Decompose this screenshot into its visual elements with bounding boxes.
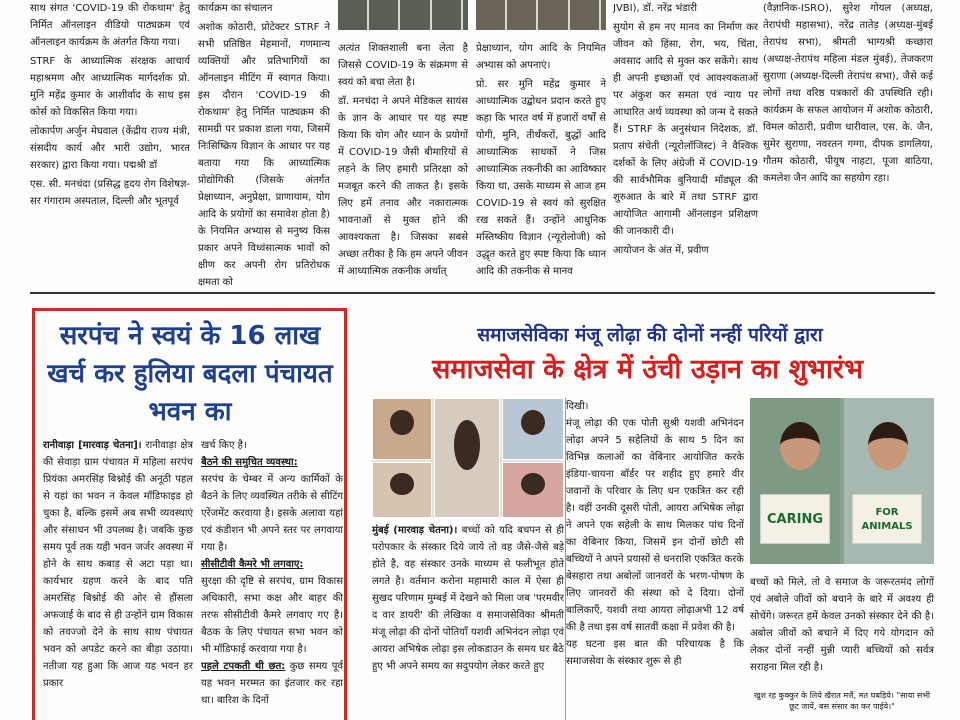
paragraph: लोकार्पण अर्जुन मेघवाल (केंद्रीय राज्य मंत्री, संसदीय कार्य और भारी उद्योग, भारत सरकार) द्वारा किया गया। पद्मश्री डॉ [30,126,190,171]
top-column-2 [198,0,330,288]
photo [434,398,500,518]
paragraph: कार्यक्रम का संचालन [198,3,273,14]
paragraph: प्रो. सर मुनि महेंद्र कुमार ने आध्यात्मिक उद्बोधन प्रदान करते हुए कहा कि भारत वर्ष में हजारों वर्षों से योगी, मुनि, तीर्थंकरों, बुद्धों आदि आध्यात्मिक साधकों ने जिस आध्यात्मिक तकनीकी का आविष्कार किया था, उसके माध्यम से आज हम COVID-19 से स्वयं को सुरक्षित रख सकते हैं। उन्होंने आधुनिक मस्तिष्कीय विज्ञान (न्यूरोलोजी) को उद्धृत करते हुए स्पष्ट किया कि ध्यान आदि की तकनीक से मानव [476,79,606,277]
photo [372,398,432,460]
paragraph: सुरक्षा की दृष्टि से सरपंच, ग्राम विकास अधिकारी, सभा कक्ष और बाहर की तरफ सीसीटीवी कैमरे लगवाए गए है। बैठक के लिए पंचायत सभा भवन को भी मॉडिफाई करवाया गया है। [201,576,343,655]
paragraph: कुछ समय पूर्व यह भवन मरम्मत का इंतजार कर रहा था। बारिश के दिनों [201,661,343,706]
paragraph: बच्चों को यदि बचपन से ही परोपकार के संस्कार दिये जाये तो वह जैसे-जैसे बड़े होते है, वह संस्कार उनके माध्यम से फलीभूत होते लगते है। वर्तमान करोना महामारी काल में ऐसा ही सुखद परिणाम मुम्बई में देखने को मिला जब 'परमवीर द वार डायरी' की लेखिका व समाजसेविका श्रीमती मंजू लोढ़ा की दोनों पोतियाँ यशवी अभिनंदन लोढ़ा एवं आयरा अभिषेक लोढ़ा इस लोकडाउन के समय घर बैठे हुए भी अपने समय का सदुपयोग लेकर करते हुए [372,525,564,672]
paragraph: JVBI), डॉ. नरेंद्र भंडारी [613,3,697,14]
paragraph: एस. सी. मनचंदा (प्रसिद्ध हृदय रोग विशेषज्ञ-सर गंगाराम अस्पताल, दिल्ली और भूतपूर्व [30,179,190,207]
paragraph: (वैज्ञानिक-ISRO), सुरेश गोयल (अध्यक्ष, तेरापंथी महासभा), नरेंद्र तातेड़ (अध्यक्ष-मुंबई तेरापंथ सभा), श्रीमती भाग्यश्री कच्छारा (अध्यक्ष-तेरापंथ महिला मंडल मुंबई), तेजकरण सुराणा (अध्यक्ष-दिल्ली तेरापंथ सभा), जैसे कई लोगों तथा वरिष्ठ पत्रकारों की उपस्थिति रही। कार्यक्रम के सफल आयोजन में अशोक कोठारी, विमल कोठारी, प्रवीण धारीवाल, एस. के. जैन, सुमेर सुराणा, नवरतन गग्गा, दीपक डागलिया, गौतम कोठारी, पीयूष नाहटा, पूजा बाठिया, कमलेश जैन आदि का सहयोग रहा। [763,3,933,184]
paragraph: साथ संगत 'COVID-19 की रोकथाम' हेतु निर्मित ऑनलाइन वीडियो पाठ्यक्रम एवं ऑनलाइन कार्यक्रम के अंतर्गत किया गया। [30,3,190,48]
section-divider [30,292,935,294]
paragraph: अशोक कोठारी, प्रोटेक्टर STRF ने सभी प्रतिष्ठित मेहमानों, गणमान्य व्यक्तियों और प्रतिभागियों का ऑनलाइन मीटिंग में स्वागत किया। इस दौरान 'COVID-19 की रोकथाम' हेतु निर्मित पाठ्यक्रम की सामग्री पर प्रकाश डाला गया, जिसमें निःसिष्क्रिय विज्ञान के आधार पर यह बताया गया कि आध्यात्मिक प्रोद्योगिकी (जिसके अंतर्गत प्रेक्षाध्यान, अनुप्रेक्षा, प्राणायाम, योग आदि के प्रयोगों का समावेश होता है) के नियमित अभ्यास से मनुष्य किस प्रकार अपने विध्वंसात्मक भावों को क्षीण कर अपनी रोग प्रतिरोधक क्षमता को [198,22,330,288]
feature-headline: समाजसेवा के क्षेत्र में उंची उड़ान का शुभारंभ [432,354,863,385]
top-column-1 [30,0,190,288]
subheading: बैठने की समुचित व्यवस्था: [201,457,298,468]
event-photo-strip [338,0,468,30]
top-article [0,0,960,290]
paragraph: आयोजन के अंत में, प्रवीण [613,245,709,256]
paragraph: सुयोग से हम नए मानव का निर्माण कर जीवन को हिंसा, रोग, भय, चिंता, अवसाद आदि से मुक्त कर सकेंगे। साथ ही अपनी इच्छाओं एवं आवश्यकताओं पर अंकुश कर समता एवं न्याय पर आधारित अर्थ व्यवस्था को जन्म दे सकते हैं। STRF के अनुसंधान निदेशक, डॉ. प्रताप संचेती (न्यूरोलॉजिस्ट) ने वैश्विक दर्शकों के लिए अंग्रेजी में COVID-19 की सार्वभौमिक बुनियादी मॉड्यूल की शुरुआत के बारे में तथा STRF द्वारा आयोजित आगामी ऑनलाइन प्रशिक्षण की जानकारी दी। [613,22,758,237]
paragraph: मंजू लोढ़ा की एक पोती सुश्री यशवी अभिनंदन लोढ़ा अपने 5 सहेलियों के साथ 5 दिन का विभिन्न कलाओं का वेबिनार आयोजित करके इंडिया-चायना बॉर्डर पर शहीद हुए हमारे वीर जवानों के परिवार के लिए धन एकत्रित कर रही है। वहीं उनकी दूसरी पोती, आयरा अभिषेक लोढ़ा ने अपने एक सहेली के साथ मिलकर पांच दिनों का वेबिनार किया, जिसमें इन दोनों छोटी सी बच्चियों ने अपने प्रयासों से धनराशि एकत्रित करके बेसहारा तथा अबोलों जानवरों के भरण-पोषण के लिए जानवरों की संस्था को दे दिया। दोनों बालिकाएँ, यशवी तथा आयरा लोढ़ाअभी 12 वर्ष की है तथा इस वर्ष सातवीं कक्षा में प्रवेश की है। [566,418,744,633]
event-photo-strip [476,0,606,30]
sarpanch-story-box [32,308,347,720]
paragraph: डॉ. मनचंदा ने अपने मेडिकल सायंस के ज्ञान के आधार पर यह स्पष्ट किया कि योग और ध्यान के प्रयोगों में COVID-19 जैसी बीमारियों से लड़ने के लिए हमारी प्रतिरक्षा को मजबूत करने की ताकत है। इसके लिए हमें तनाव और नकारात्मक भावनाओं से मुक्त होने की आवश्यकता है। जिसका सबसे अच्छा तरीका है कि हम अपने जीवन में आध्यात्मिक तकनीक अर्थात् [338,96,468,277]
paragraph: दिखी। [566,401,589,412]
photo-caption: खुश रह कुक्कुर के लिये खैरात मत्तैं, मत घबड़िये। "साया सभी छूट जायें, बस संसार का कर पाईये।" [753,691,931,711]
subheading: पहले टपकती थी छत: [201,661,286,672]
girl-face [780,422,820,470]
story-headline: सरपंच ने स्वयं के 16 लाख खर्च कर हुलिया बदला पंचायत भवन का [47,321,333,427]
dateline: मुंबई (मारवाड़ चेतना)। [372,525,458,536]
girls-photo-collage [372,398,564,518]
for-animals-sign: FOR ANIMALS [852,494,922,544]
story-column-2 [201,437,343,720]
girl-face [868,422,908,470]
paragraph: प्रेक्षाध्यान, योग आदि के नियमित अभ्यास को अपनाएं। [476,43,606,71]
paragraph: बच्चों को मिले, तो वे समाज के जरूरतमंद लोगों एवं अबोले जीवों को बचाने के बारे में अवश्य ही सोचेंगे। जरूरत हमें केवल उनको संस्कार देने की है। अबोल जीवों को बचाने में दिए गये योगदान को लेकर दोनों नन्हीं मुन्नी प्यारी बच्चियों को सर्वत्र सराहना मिल रही है। [750,577,934,673]
feature-column-2 [566,398,744,720]
photo [502,398,564,460]
photo [502,462,564,518]
paragraph: रानीवाड़ा क्षेत्र की सेवाड़ा ग्राम पंचायत में महिला सरपंच प्रियंका अमरसिंह बिश्नोई की अनूठी पहल से यहां का भवन न केवल मॉडिफाइड हो चुका है, बल्कि इसमें अब सभी व्यवस्थाएं और संसाधन भी उपलब्ध है। जबकि कुछ समय पूर्व तक यही भवन जर्जर अवस्था में होने के साथ कबाड़ से अटा पड़ा था। कार्यभार ग्रहण करने के बाद पति अमरसिंह बिश्नोई की ओर से हौंसला अफजाई के बाद से ही उन्होंने ग्राम विकास को तवज्जो देने के साथ साथ पंचायत भवन को अपडेट करने का बीड़ा उठाया। नतीजा यह हुआ कि आज यह भवन हर प्रकार [43,440,193,689]
paragraph: खर्च किए है। [201,440,247,451]
story-column-1 [43,437,193,720]
subheading: सीसीटीवी कैमरे भी लगवाए: [201,559,304,570]
paragraph: सरपंच के चेम्बर में अन्य कार्मिकों के बैठने के लिए व्यवस्थित तरीके से सीटिंग एरेंजमेंट करवाया है। इसके अलावा यहां एवं कंडीशन भी अपने स्तर पर लगवाया गया है। [201,474,343,553]
dateline: रानीवाड़ा [मारवाड़ चेतना]। [43,440,142,451]
paragraph: अत्यंत शिक्तशाली बना लेता है जिससे COVID-19 के संक्रमण से स्वयं को बचा लेता है। [338,43,468,88]
photo [372,462,432,518]
girls-with-signs-photo [750,398,934,564]
top-column-6 [763,0,933,288]
top-column-5 [613,0,758,288]
paragraph: STRF के आध्यात्मिक संरक्षक आचार्य महाश्रमण और आध्यात्मिक मार्गदर्शक प्रो. मुनि महेंद्र कुमार के आशीर्वाद के साथ इस कोर्स को विकसित किया गया। [30,56,190,118]
top-column-4 [476,40,606,288]
feature-kicker: समाजसेविका मंजू लोढ़ा की दोनों नन्हीं परियों द्वारा [477,324,823,346]
top-column-3 [338,40,468,288]
caring-sign: CARING [760,494,830,544]
feature-column-1 [372,522,564,720]
feature-column-3 [750,574,934,692]
paragraph: यह घटना इस बात की परिचायक है कि समाजसेवा के संस्कार शुरू से ही [566,639,744,667]
